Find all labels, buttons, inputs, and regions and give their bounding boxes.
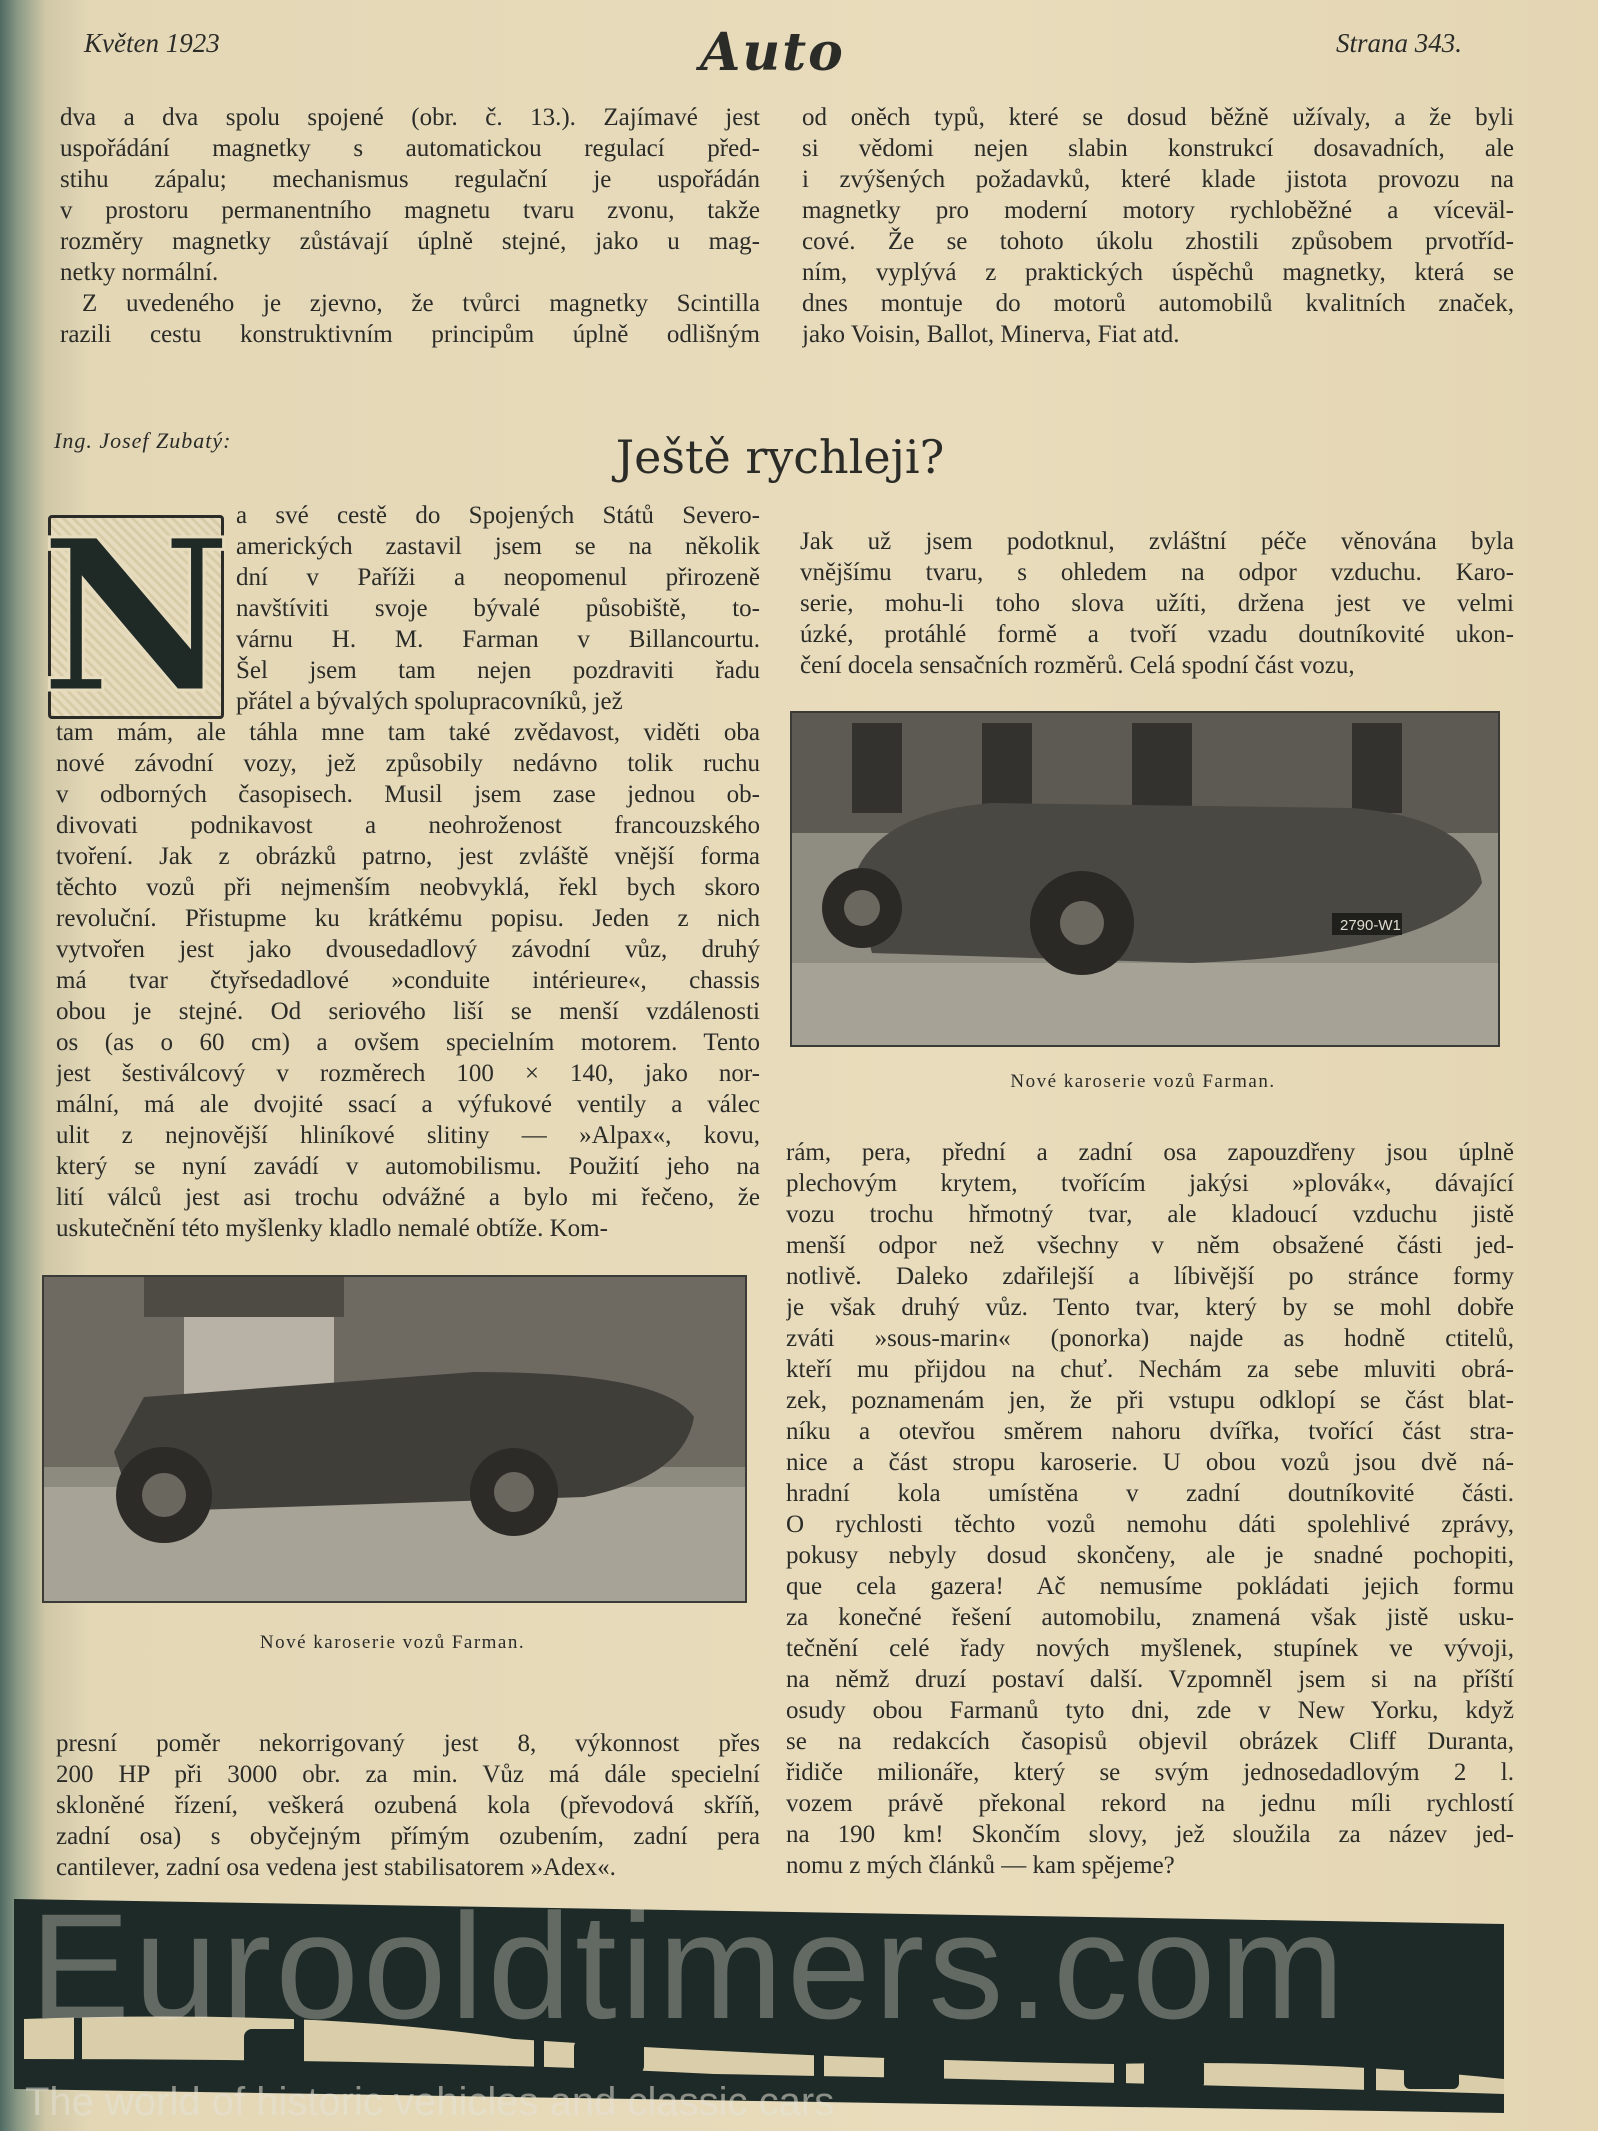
text-line: presní poměr nekorrigovaný jest 8, výkonnost přes <box>56 1730 760 1757</box>
text-line: nice a část stropu karoserie. U obou vozů jsou dvě ná- <box>786 1449 1514 1476</box>
car-photo-illustration <box>792 713 1498 1045</box>
text-line: stihu zápalu; mechanismus regulační je uspořádán <box>60 166 760 193</box>
text-line: amerických zastavil jsem se na několik <box>236 533 760 560</box>
text-line: přátel a bývalých spolupracovníků, jež <box>236 688 623 715</box>
text-line: zváti »sous-marin« (ponorka) najde as hodně ctitelů, <box>786 1325 1514 1352</box>
text-line: dní v Paříži a neopomenul přirozeně <box>236 564 760 591</box>
text-line: menší odpor než všechny v něm obsažené části jed- <box>786 1232 1514 1259</box>
text-line: Z uvedeného je zjevno, že tvůrci magnetky Scintilla <box>82 290 760 317</box>
text-line: v prostoru permanentního magnetu tvaru zvonu, takže <box>60 197 760 224</box>
text-line: na 190 km! Skončím slovy, jež sloužila za název jed- <box>786 1821 1514 1848</box>
text-line: magnetky pro moderní motory rychloběžné a víceväl- <box>802 197 1514 224</box>
text-line: revoluční. Přistupme ku krátkému popisu. Jeden z nich <box>56 905 760 932</box>
text-line: který se nyní zavádí v automobilismu. Použití jeho na <box>56 1153 760 1180</box>
text-line: dva a dva spolu spojené (obr. č. 13.). Zajímavé jest <box>60 104 760 131</box>
text-line: a své cestě do Spojených Států Severo- <box>236 502 760 529</box>
text-line: netky normální. <box>60 259 219 286</box>
text-line: rám, pera, přední a zadní osa zapouzdřeny jsou úplně <box>786 1139 1514 1166</box>
text-line: razili cestu konstruktivním principům úplně odlišným <box>60 321 760 348</box>
text-line: zek, poznamenám jen, že při vstupu odklopí se část blat- <box>786 1387 1514 1414</box>
text-line: lití válců jest asi trochu odvážné a bylo mi řečeno, že <box>56 1184 760 1211</box>
text-line: vozem právě překonal rekord na jednu míli rychlostí <box>786 1790 1514 1817</box>
license-plate: 2790-W1 <box>1340 917 1401 934</box>
text-line: vytvořen jest jako dvousedadlový závodní vůz, druhý <box>56 936 760 963</box>
car-photo-illustration <box>44 1277 745 1601</box>
watermark-site: Eurooldtimers.com <box>30 1882 1349 2050</box>
text-line: hradní kola umístěna v zadní doutníkovité části. <box>786 1480 1514 1507</box>
text-line: za konečné řešení automobilu, znamená však jistě usku- <box>786 1604 1514 1631</box>
text-line: tam mám, ale táhla mne tam také zvědavost, viděti oba <box>56 719 760 746</box>
text-line: řidiče milionáře, který se svým jednosedadlovým 2 l. <box>786 1759 1514 1786</box>
text-line: se na redakcích časopisů objevil obrázek Cliff Duranta, <box>786 1728 1514 1755</box>
text-line: je však druhý vůz. Tento tvar, který by se mohl dobře <box>786 1294 1514 1321</box>
text-line: kteří mu přijdou na chuť. Nechám za sebe mluviti obrá- <box>786 1356 1514 1383</box>
text-line: 200 HP při 3000 obr. za min. Vůz má dále specielní <box>56 1761 760 1788</box>
text-line: mální, má ale dvojité ssací a výfukové ventily a válec <box>56 1091 760 1118</box>
text-line: notlivě. Daleko zdařilejší a líbivější po stránce formy <box>786 1263 1514 1290</box>
text-line: tečnění celé řady nových myšlenek, stupínek ve vývoji, <box>786 1635 1514 1662</box>
text-line: má tvar čtyřsedadlové »conduite intérieure«, chassis <box>56 967 760 994</box>
text-line: O rychlosti těchto vozů nemohu dáti spolehlivé zprávy, <box>786 1511 1514 1538</box>
text-line: jako Voisin, Ballot, Minerva, Fiat atd. <box>802 321 1180 348</box>
photo1-caption: Nové karoserie vozů Farman. <box>1010 1071 1276 1092</box>
text-line: v odborných časopisech. Musil jsem zase jednou ob- <box>56 781 760 808</box>
text-line: várnu H. M. Farman v Billancourtu. <box>236 626 760 653</box>
article-author: Ing. Josef Zubatý: <box>54 428 232 453</box>
text-line: tvoření. Jak z obrázků patrno, jest zvláště vnější forma <box>56 843 760 870</box>
text-line: jest šestiválcový v rozměrech 100 × 140, jako nor- <box>56 1060 760 1087</box>
text-line: rozměry magnetky zůstávají úplně stejné, jako u mag- <box>60 228 760 255</box>
text-line: nové závodní vozy, jež způsobily nedávno tolik ruchu <box>56 750 760 777</box>
magazine-logo: Auto <box>700 22 845 83</box>
text-line: uspořádání magnetky s automatickou regulací před- <box>60 135 760 162</box>
text-line: divovati podnikavost a neohroženost francouzského <box>56 812 760 839</box>
text-line: pokusy nebyly dosud skončeny, ale je snadné pochopiti, <box>786 1542 1514 1569</box>
text-line: cové. Že se tohoto úkolu zhostili způsobem prvotříd- <box>802 228 1514 255</box>
text-line: čení docela sensačních rozměrů. Celá spodní část vozu, <box>800 652 1355 679</box>
text-line: vozu trochu hřmotný tvar, ale kladoucí vzduchu jistě <box>786 1201 1514 1228</box>
text-line: zadní osa) s obyčejným přímým ozubením, zadní pera <box>56 1823 760 1850</box>
previous-article-left-column <box>60 102 760 350</box>
page-number: Strana 343. <box>1336 28 1463 58</box>
text-line: uskutečnění této myšlenky kladlo nemalé obtíže. Kom- <box>56 1215 608 1242</box>
text-line: Šel jsem tam nejen pozdraviti řadu <box>236 657 760 684</box>
text-line: od oněch typů, které se dosud běžně užívaly, a že byli <box>802 104 1514 131</box>
text-line: skloněné řízení, veškerá ozubená kola (převodová skříň, <box>56 1792 760 1819</box>
farman-racing-car-photo <box>790 711 1500 1047</box>
text-line: níku a otevřou směrem nahoru dvířka, tvořící část stra- <box>786 1418 1514 1445</box>
text-line: Jak už jsem podotknul, zvláštní péče věnována byla <box>800 528 1514 555</box>
text-line: navštíviti svoje bývalé působiště, to- <box>236 595 760 622</box>
article-title: Ještě rychleji? <box>615 430 945 484</box>
text-line: na němž druzí postaví další. Vzpomněl jsem si na příští <box>786 1666 1514 1693</box>
farman-sous-marin-photo <box>42 1275 747 1603</box>
previous-article-right-column <box>802 102 1514 350</box>
text-line: vnějšímu tvaru, s ohledem na odpor vzduchu. Karo- <box>800 559 1514 586</box>
text-line: os (as o 60 cm) a ovšem specielním motorem. Tento <box>56 1029 760 1056</box>
text-line: ulit z nejnovější hliníkové slitiny — »Alpax«, kovu, <box>56 1122 760 1149</box>
text-line: si vědomi nejen slabin konstrukcí dosavadních, ale <box>802 135 1514 162</box>
watermark-tagline: The world of historic vehicles and classic cars <box>25 2080 835 2124</box>
decorative-initial <box>40 493 232 740</box>
text-line: nomu z mých článků — kam spějeme? <box>786 1852 1175 1879</box>
text-line: úzké, protáhlé formě a tvoří vzadu doutníkovité ukon- <box>800 621 1514 648</box>
text-line: serie, mohu-li toho slova užíti, držena jest ve velmi <box>800 590 1514 617</box>
photo2-caption: Nové karoserie vozů Farman. <box>259 1632 526 1653</box>
text-line: plechovým krytem, tvořícím jakýsi »plovák«, dávající <box>786 1170 1514 1197</box>
text-line: ním, vyplývá z praktických úspěchů magnetky, která se <box>802 259 1514 286</box>
initial-letter: N <box>40 493 232 740</box>
article-left-column <box>56 717 760 1244</box>
text-line: osudy obou Farmanů tyto dni, zde v New Yorku, když <box>786 1697 1514 1724</box>
text-line: těchto vozů při nejmenším neobvyklá, řekl bych skoro <box>56 874 760 901</box>
text-line: obou je stejné. Od seriového liší se menší vzdálenosti <box>56 998 760 1025</box>
text-line: i zvýšených požadavků, které klade jistota provozu na <box>802 166 1514 193</box>
article-left-column-end <box>56 1728 760 1883</box>
text-line: dnes montuje do motorů automobilů kvalitních značek, <box>802 290 1514 317</box>
article-intro-column <box>236 500 760 717</box>
text-line: que cela gazera! Ač nemusíme pokládati jejich formu <box>786 1573 1514 1600</box>
article-right-column-top <box>800 526 1514 681</box>
article-right-column <box>786 1137 1514 1881</box>
text-line: cantilever, zadní osa vedena jest stabilisatorem »Adex«. <box>56 1854 616 1881</box>
issue-date: Květen 1923 <box>84 28 220 58</box>
